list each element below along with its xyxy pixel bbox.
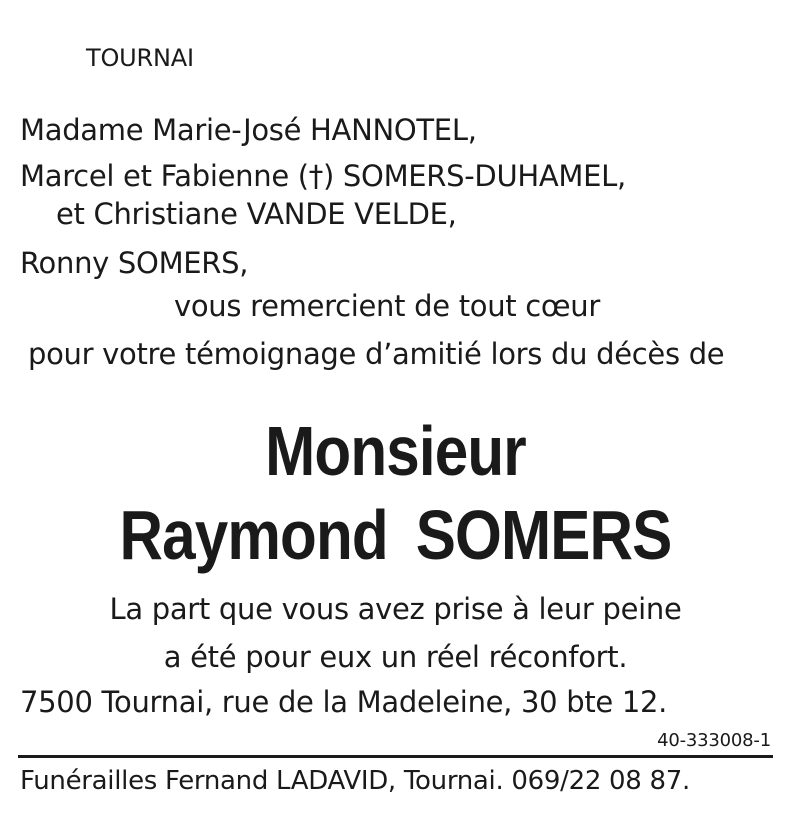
city-heading: TOURNAI (86, 44, 194, 72)
family-line-1: Madame Marie-José HANNOTEL, (20, 113, 477, 147)
family-line-4: Ronny SOMERS, (20, 246, 249, 280)
thanks-line-2: pour votre témoignage d’amitié lors du décès de (28, 337, 725, 371)
reference-number: 40-333008-1 (657, 730, 771, 751)
family-line-3: et Christiane VANDE VELDE, (56, 197, 457, 231)
deceased-title: Monsieur (265, 412, 526, 490)
divider (18, 755, 773, 758)
message-line-1: La part que vous avez prise à leur peine (109, 592, 682, 626)
thanks-line-1: vous remercient de tout cœur (174, 289, 600, 323)
family-line-2: Marcel et Fabienne (†) SOMERS-DUHAMEL, (20, 159, 626, 193)
address: 7500 Tournai, rue de la Madeleine, 30 bte 12. (20, 685, 668, 719)
message-line-2: a été pour eux un réel réconfort. (163, 640, 628, 674)
deceased-name: Raymond SOMERS (119, 496, 672, 574)
funeral-home: Funérailles Fernand LADAVID, Tournai. 069/22 08 87. (20, 766, 690, 796)
